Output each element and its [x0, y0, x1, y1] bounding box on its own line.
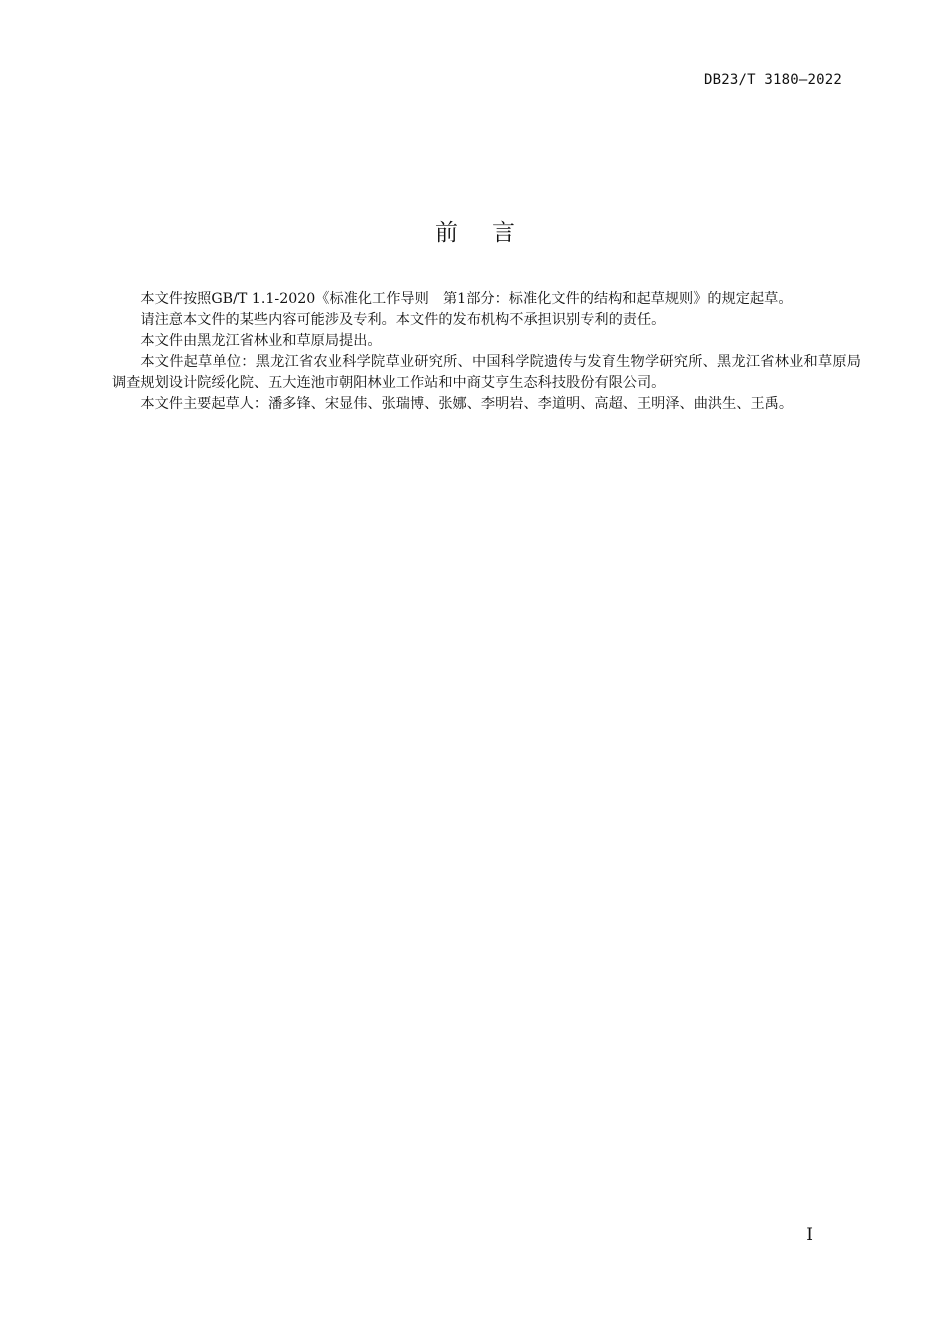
paragraph-drafting-units: 本文件起草单位：黑龙江省农业科学院草业研究所、中国科学院遗传与发育生物学研究所、黑龙江省林业和草原局调查规划设计院绥化院、五大连池市朝阳林业工作站和中商艾亨生态科技股份有限公司。	[112, 354, 861, 391]
paragraph-drafters: 本文件主要起草人：潘多锋、宋显伟、张瑞博、张娜、李明岩、李道明、高超、王明泽、曲洪生、王禹。	[140, 396, 794, 412]
paragraph-patent-notice: 请注意本文件的某些内容可能涉及专利。本文件的发布机构不承担识别专利的责任。	[140, 312, 666, 328]
paragraph-drafting-rules: 本文件按照GB/T 1.1-2020《标准化工作导则 第1部分：标准化文件的结构和起草规则》的规定起草。	[140, 291, 793, 307]
paragraph-proposer: 本文件由黑龙江省林业和草原局提出。	[140, 333, 382, 349]
standard-code: DB23/T 3180—2022	[703, 72, 842, 88]
page-number: I	[806, 1225, 813, 1245]
page-title: 前言	[435, 220, 549, 246]
foreword-body	[112, 289, 861, 415]
